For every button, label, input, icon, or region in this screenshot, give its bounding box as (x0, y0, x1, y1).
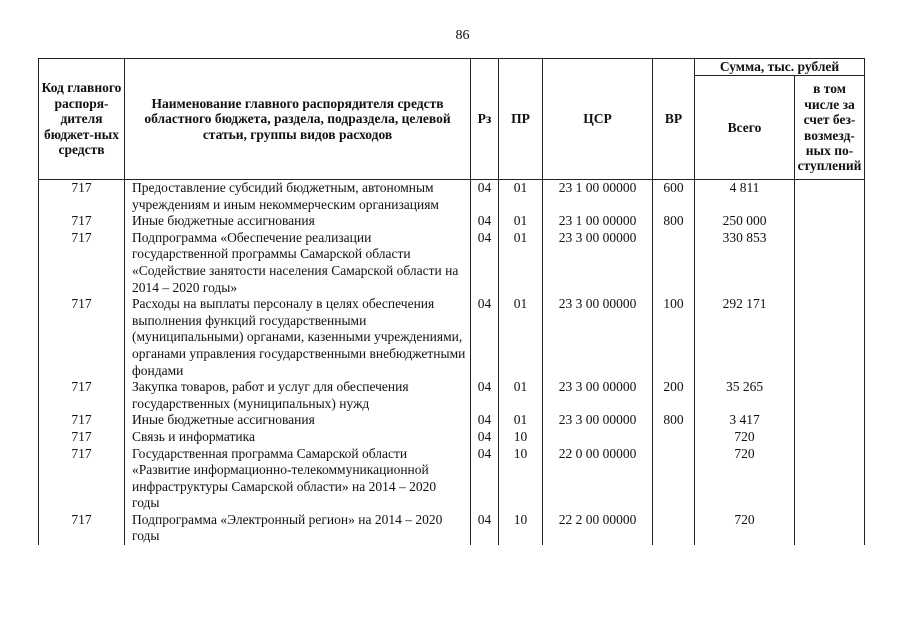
cell-code: 717 (39, 429, 125, 446)
cell-rz: 04 (471, 180, 499, 214)
cell-name: Предоставление субсидий бюджетным, автономным учреждениям и иным некоммерческим организациям (125, 180, 471, 214)
cell-gratuitous (795, 296, 865, 379)
cell-code: 717 (39, 412, 125, 429)
cell-rz: 04 (471, 429, 499, 446)
cell-rz: 04 (471, 296, 499, 379)
cell-total: 292 171 (695, 296, 795, 379)
cell-vr: 100 (653, 296, 695, 379)
cell-name: Подпрограмма «Обеспечение реализации государственной программы Самарской области «Содействие занятости населения Самарской области на 2014 – 2020 годы» (125, 230, 471, 296)
cell-name: Государственная программа Самарской области «Развитие информационно-телекоммуникационной инфраструктуры Самарской области» на 2014 – 2020 годы (125, 446, 471, 512)
cell-rz: 04 (471, 512, 499, 545)
cell-total: 4 811 (695, 180, 795, 214)
cell-total: 720 (695, 446, 795, 512)
cell-gratuitous (795, 429, 865, 446)
cell-gratuitous (795, 180, 865, 214)
table-row (39, 412, 865, 429)
table-body (39, 180, 865, 546)
page-number: 86 (455, 28, 470, 43)
cell-name: Расходы на выплаты персоналу в целях обеспечения выполнения функций государственными (муниципальными) органами, казенными учреждениями, органами управления государственными внебюджетными фондами (125, 296, 471, 379)
cell-rz: 04 (471, 213, 499, 230)
cell-rz: 04 (471, 230, 499, 296)
cell-gratuitous (795, 512, 865, 545)
cell-code: 717 (39, 213, 125, 230)
table-row (39, 429, 865, 446)
budget-table (38, 58, 865, 545)
cell-total: 3 417 (695, 412, 795, 429)
header-pr: ПР (499, 59, 543, 180)
cell-code: 717 (39, 180, 125, 214)
header-total: Всего (695, 76, 795, 180)
cell-pr: 01 (499, 230, 543, 296)
cell-pr: 10 (499, 512, 543, 545)
cell-vr (653, 230, 695, 296)
cell-csr: 22 0 00 00000 (543, 446, 653, 512)
cell-csr: 23 3 00 00000 (543, 379, 653, 412)
table-row (39, 512, 865, 545)
cell-total: 35 265 (695, 379, 795, 412)
cell-csr: 23 3 00 00000 (543, 296, 653, 379)
cell-pr: 01 (499, 213, 543, 230)
cell-total: 330 853 (695, 230, 795, 296)
cell-pr: 01 (499, 379, 543, 412)
header-gratuitous: в том числе за счет без-возмезд-ных по-ступлений (795, 76, 865, 180)
table-row (39, 230, 865, 296)
cell-gratuitous (795, 379, 865, 412)
cell-code: 717 (39, 446, 125, 512)
cell-csr: 23 3 00 00000 (543, 412, 653, 429)
cell-vr (653, 446, 695, 512)
header-vr: ВР (653, 59, 695, 180)
cell-name: Закупка товаров, работ и услуг для обеспечения государственных (муниципальных) нужд (125, 379, 471, 412)
cell-pr: 01 (499, 296, 543, 379)
cell-name: Связь и информатика (125, 429, 471, 446)
cell-vr (653, 429, 695, 446)
cell-pr: 01 (499, 412, 543, 429)
cell-total: 250 000 (695, 213, 795, 230)
cell-csr: 23 1 00 00000 (543, 213, 653, 230)
cell-code: 717 (39, 379, 125, 412)
table-row (39, 180, 865, 214)
cell-rz: 04 (471, 379, 499, 412)
header-csr: ЦСР (543, 59, 653, 180)
cell-csr: 23 1 00 00000 (543, 180, 653, 214)
cell-vr: 200 (653, 379, 695, 412)
cell-code: 717 (39, 512, 125, 545)
header-code: Код главного распоря-дителя бюджет-ных средств (39, 59, 125, 180)
cell-vr: 600 (653, 180, 695, 214)
cell-pr: 10 (499, 446, 543, 512)
cell-code: 717 (39, 230, 125, 296)
cell-gratuitous (795, 446, 865, 512)
table-header (39, 59, 865, 180)
table-row (39, 379, 865, 412)
cell-pr: 01 (499, 180, 543, 214)
cell-vr: 800 (653, 213, 695, 230)
cell-csr: 22 2 00 00000 (543, 512, 653, 545)
table-row (39, 213, 865, 230)
cell-name: Иные бюджетные ассигнования (125, 213, 471, 230)
cell-rz: 04 (471, 412, 499, 429)
cell-total: 720 (695, 429, 795, 446)
cell-name: Подпрограмма «Электронный регион» на 2014 – 2020 годы (125, 512, 471, 545)
cell-rz: 04 (471, 446, 499, 512)
cell-pr: 10 (499, 429, 543, 446)
cell-gratuitous (795, 230, 865, 296)
cell-gratuitous (795, 412, 865, 429)
header-rz: Рз (471, 59, 499, 180)
cell-vr (653, 512, 695, 545)
cell-total: 720 (695, 512, 795, 545)
table-row (39, 296, 865, 379)
cell-csr: 23 3 00 00000 (543, 230, 653, 296)
cell-code: 717 (39, 296, 125, 379)
header-sum-group: Сумма, тыс. рублей (695, 59, 865, 76)
cell-csr (543, 429, 653, 446)
cell-vr: 800 (653, 412, 695, 429)
header-name: Наименование главного распорядителя средств областного бюджета, раздела, подраздела, целевой статьи, группы видов расходов (125, 59, 471, 180)
cell-gratuitous (795, 213, 865, 230)
cell-name: Иные бюджетные ассигнования (125, 412, 471, 429)
table-row (39, 446, 865, 512)
